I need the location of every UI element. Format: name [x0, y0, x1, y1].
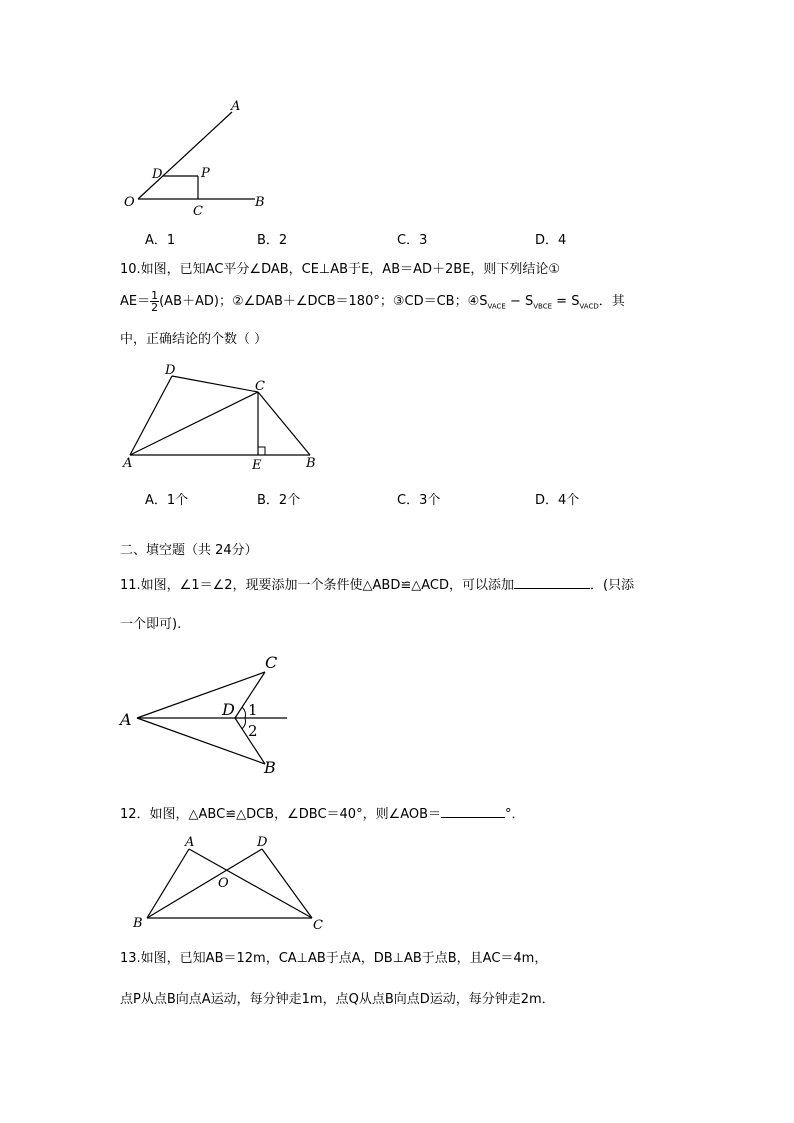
q9-option-d: D．4: [535, 233, 567, 248]
q13-line2: 点P从点B向点A运动，每分钟走1m，点Q从点B向点D运动，每分钟走2m．: [120, 992, 555, 1007]
q11-label-d: D: [222, 700, 235, 719]
section-heading-fill-in: 二、填空题（共 24分）: [120, 543, 258, 558]
q10-label-e: E: [252, 458, 262, 473]
q9-label-a: A: [231, 99, 241, 114]
q10-label-b: B: [306, 456, 316, 471]
q10-line3: 中，正确结论的个数（ ）: [120, 332, 268, 347]
q10-tail: ．其: [598, 294, 625, 309]
q10-label-c: C: [255, 379, 265, 394]
q10-eq: = S: [552, 294, 580, 309]
q10-frac-num: 1: [151, 289, 159, 302]
q12-label-c: C: [313, 918, 323, 933]
q9-label-c: C: [193, 204, 203, 219]
q12-segment-bd: [147, 849, 262, 918]
q10-s3-sub: VACD: [579, 302, 599, 311]
q10-minus: − S: [505, 294, 534, 309]
q12-segment-ac: [189, 849, 312, 918]
q11-line1-tail: ．(只添: [590, 578, 635, 593]
q9-label-p: P: [201, 166, 210, 181]
q12-label-a: A: [185, 835, 195, 850]
q9-label-b: B: [255, 195, 265, 210]
q9-option-c: C．3: [397, 233, 428, 248]
q10-s1-sub: VACE: [487, 302, 506, 311]
q10-option-d: D．4个: [535, 493, 580, 508]
q12-label-b: B: [133, 916, 143, 931]
q10-line2-rest: (AB＋AD)；②∠DAB＋∠DCB＝180°；③CD＝CB；④S: [159, 294, 488, 309]
q10-option-c: C．3个: [397, 493, 441, 508]
q11-label-c: C: [265, 653, 278, 672]
q11-line1-text: 11.如图，∠1＝∠2，现要添加一个条件使△ABD≌△ACD，可以添加: [120, 578, 514, 593]
q10-line1: 10.如图，已知AC平分∠DAB，CE⊥AB于E，AB＝AD＋2BE，则下列结论①: [120, 262, 561, 277]
q10-option-b: B．2个: [257, 493, 301, 508]
q9-label-d: D: [152, 167, 163, 182]
q9-label-o: O: [124, 195, 135, 210]
q12-line1-tail: °．: [505, 807, 525, 822]
q12-segment-dc: [262, 849, 312, 918]
q11-label-a: A: [120, 710, 132, 729]
q12-label-o: O: [218, 876, 229, 891]
q12-line1-text: 12．如图，△ABC≌△DCB，∠DBC＝40°，则∠AOB＝: [120, 807, 442, 822]
q10-frac-den: 2: [151, 301, 159, 314]
q9-option-a: A．1: [145, 233, 176, 248]
q12-label-d: D: [257, 835, 268, 850]
q11-label-b: B: [264, 758, 276, 777]
q11-label-2: 2: [248, 722, 258, 740]
q9-option-b: B．2: [257, 233, 288, 248]
q10-label-a: A: [123, 456, 133, 471]
q10-s2-sub: VBCE: [533, 302, 553, 311]
q12-segment-ba: [147, 849, 189, 918]
q10-line2-prefix: AE＝: [120, 294, 151, 309]
q11-label-1: 1: [248, 701, 258, 719]
q10-label-d: D: [165, 363, 176, 378]
q10-option-a: A．1个: [145, 493, 189, 508]
q13-line1: 13.如图，已知AB＝12m，CA⊥AB于点A，DB⊥AB于点B，且AC＝4m，: [120, 951, 548, 966]
q11-line2: 一个即可).: [120, 617, 182, 632]
